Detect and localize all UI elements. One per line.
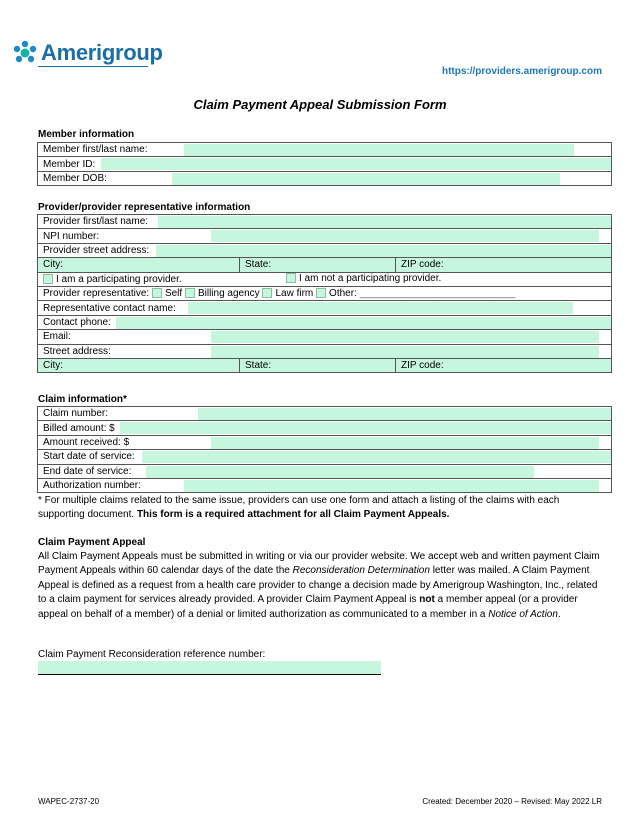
member-id-row	[38, 157, 612, 171]
logo-underline	[38, 66, 148, 67]
claim-info-heading: Claim information*	[38, 394, 127, 405]
member-dob-row	[38, 171, 612, 185]
provider-name-label: Provider first/last name:	[43, 216, 149, 228]
amerigroup-star-icon	[12, 40, 38, 66]
rep-other-line[interactable]: ____________________________	[359, 288, 516, 300]
npi-field[interactable]	[211, 230, 599, 242]
appeal-text-bold: not	[419, 594, 435, 606]
rep-law-checkbox[interactable]	[262, 288, 272, 298]
provider-name-row	[38, 215, 612, 229]
member-dob-field[interactable]	[172, 173, 560, 185]
rep-other-checkbox[interactable]	[316, 288, 326, 298]
participation-row	[38, 272, 612, 286]
zip-label: ZIP code:	[401, 360, 444, 372]
provider-website-link[interactable]: https://providers.amerigroup.com	[441, 66, 602, 77]
contact-name-label: Representative contact name:	[43, 302, 176, 314]
claim-note-bold: This form is a required attachment for all Claim Payment Appeals.	[136, 509, 450, 521]
logo-wordmark: Amerigroup	[41, 40, 163, 65]
claim-note	[38, 494, 598, 523]
participating-label: I am a participating provider.	[56, 273, 182, 285]
email-label: Email:	[43, 331, 71, 343]
representative-row	[38, 286, 612, 300]
not-participating-checkbox[interactable]	[286, 273, 296, 283]
amerigroup-logo	[12, 40, 163, 66]
member-info-heading: Member information	[38, 129, 135, 140]
rep-self-checkbox[interactable]	[152, 288, 162, 298]
appeal-text-italic-2: Notice of Action	[488, 608, 558, 620]
representative-label: Provider representative:	[43, 288, 150, 300]
member-id-label: Member ID:	[43, 158, 96, 170]
end-date-row	[38, 464, 612, 478]
contact-name-field[interactable]	[188, 302, 573, 314]
provider-city-label: City:	[43, 259, 63, 271]
claim-number-field[interactable]	[198, 408, 611, 420]
provider-state-label: State:	[245, 259, 272, 271]
provider-name-field[interactable]	[158, 216, 612, 228]
authorization-row	[38, 478, 612, 492]
claim-number-label: Claim number:	[43, 408, 109, 420]
end-date-field[interactable]	[146, 466, 534, 478]
state-label: State:	[245, 360, 272, 372]
contact-phone-field[interactable]	[116, 317, 612, 329]
npi-label: NPI number:	[43, 230, 100, 242]
rep-other-label: Other:	[329, 288, 357, 300]
amount-received-row	[38, 435, 612, 449]
reference-number-field[interactable]	[38, 661, 381, 675]
contact-name-row	[38, 301, 612, 315]
start-date-label: Start date of service:	[43, 451, 135, 463]
state-cell[interactable]	[240, 358, 396, 372]
rep-self-label: Self	[164, 288, 183, 300]
authorization-field[interactable]	[184, 480, 599, 492]
revision-date: Created: December 2020 – Revised: May 2022 LR	[422, 797, 602, 806]
provider-zip-cell[interactable]	[396, 258, 612, 272]
rep-billing-label: Billing agency	[197, 288, 260, 300]
reference-label: Claim Payment Reconsideration reference number:	[38, 649, 266, 660]
member-dob-label: Member DOB:	[43, 172, 107, 184]
email-field[interactable]	[211, 331, 599, 343]
zip-cell[interactable]	[396, 358, 612, 372]
appeal-text-end: .	[557, 608, 561, 620]
npi-row	[38, 229, 612, 243]
contact-phone-label: Contact phone:	[43, 316, 111, 328]
provider-info-table	[37, 214, 612, 373]
appeal-text-italic-1: Reconsideration Determination	[292, 565, 430, 577]
city-label: City:	[43, 360, 63, 372]
provider-street-row	[38, 243, 612, 257]
contact-phone-row	[38, 315, 612, 329]
appeal-text-3: a member appeal (or a provider appeal on behalf of a member) of a denial or limited authorization as communicated to a member in a	[38, 594, 578, 620]
billed-amount-field[interactable]	[120, 422, 612, 434]
email-row	[38, 330, 612, 344]
rep-billing-checkbox[interactable]	[185, 288, 195, 298]
claim-info-table	[37, 406, 612, 493]
billed-amount-row	[38, 421, 612, 435]
provider-state-cell[interactable]	[240, 258, 396, 272]
appeal-text-2: letter was mailed. A Claim Payment Appeal is defined as a request from a health care provider to change a decision made by Amerigroup Washington, Inc., related to a claim payment for services already provided. A provider Claim Payment Appeal is	[38, 565, 598, 606]
appeal-paragraph	[38, 550, 604, 622]
street-field[interactable]	[211, 346, 599, 358]
member-name-label: Member first/last name:	[43, 144, 148, 156]
claim-note-text: * For multiple claims related to the same issue, providers can use one form and attach a listing of the claims with each supporting document.	[38, 495, 560, 521]
appeal-text-1: All Claim Payment Appeals must be submitted in writing or via our provider website. We accept web and written payment Claim Payment Appeals within 60 calendar days of the date the	[38, 551, 600, 577]
rep-law-label: Law firm	[275, 288, 314, 300]
form-code: WAPEC-2737-20	[38, 797, 100, 806]
start-date-row	[38, 450, 612, 464]
billed-amount-label: Billed amount: $	[43, 422, 115, 434]
amount-received-label: Amount received: $	[43, 436, 130, 448]
provider-zip-label: ZIP code:	[401, 259, 444, 271]
amount-received-field[interactable]	[211, 437, 599, 449]
street-label: Street address:	[43, 345, 111, 357]
end-date-label: End date of service:	[43, 465, 132, 477]
provider-info-heading: Provider/provider representative information	[38, 202, 251, 213]
city-cell[interactable]	[38, 358, 240, 372]
member-id-field[interactable]	[101, 158, 611, 170]
participating-checkbox[interactable]	[43, 274, 53, 284]
form-title: Claim Payment Appeal Submission Form	[193, 97, 447, 112]
appeal-heading: Claim Payment Appeal	[38, 537, 146, 548]
start-date-field[interactable]	[142, 451, 612, 463]
member-info-table	[37, 142, 612, 186]
provider-street-label: Provider street address:	[43, 244, 150, 256]
member-name-row	[38, 143, 612, 157]
provider-street-field[interactable]	[156, 245, 612, 257]
member-name-field[interactable]	[184, 144, 574, 156]
not-participating-label: I am not a participating provider.	[299, 272, 442, 284]
street-row	[38, 344, 612, 358]
authorization-label: Authorization number:	[43, 480, 141, 492]
claim-number-row	[38, 407, 612, 421]
provider-city-cell[interactable]	[38, 258, 240, 272]
